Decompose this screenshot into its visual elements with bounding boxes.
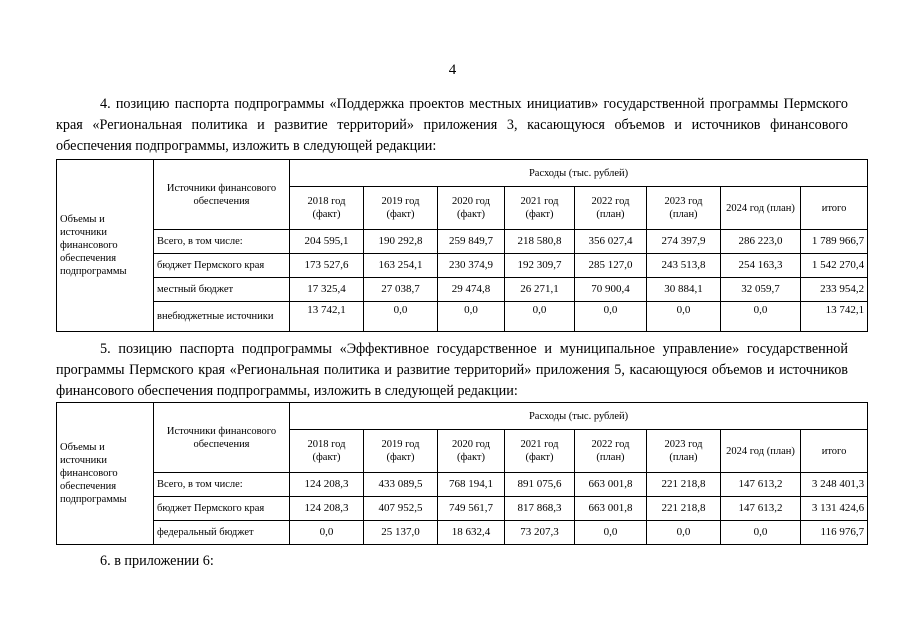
side-label: Объемы и источники финансового обеспечения подпрограммы xyxy=(57,160,154,332)
cell-value: 0,0 xyxy=(505,302,575,332)
cell-value: 25 137,0 xyxy=(364,521,438,545)
expenses-header: Расходы (тыс. рублей) xyxy=(290,160,868,187)
item-6-text: 6. в приложении 6: xyxy=(100,553,214,569)
year-header: 2022 год (план) xyxy=(575,187,647,230)
cell-value: 0,0 xyxy=(575,302,647,332)
cell-value: 190 292,8 xyxy=(364,230,438,254)
row-label: местный бюджет xyxy=(154,278,290,302)
cell-value: 26 271,1 xyxy=(505,278,575,302)
row-label: внебюджетные источники xyxy=(154,302,290,332)
cell-value: 663 001,8 xyxy=(575,497,647,521)
table-row xyxy=(57,254,868,278)
cell-total: 3 248 401,3 xyxy=(801,473,868,497)
year-header: 2024 год (план) xyxy=(721,430,801,473)
item-5-paragraph xyxy=(56,339,848,402)
cell-value: 254 163,3 xyxy=(721,254,801,278)
item-5-text: 5. позицию паспорта подпрограммы «Эффективное государственное и муниципальное управление» государственной программы Пермского края «Региональная политика и развитие территорий» приложения 5, касающуюся объемов и источников финансового обеспечения подпрограммы, изложить в следующей редакции: xyxy=(56,341,848,399)
cell-value: 0,0 xyxy=(721,521,801,545)
cell-value: 0,0 xyxy=(721,302,801,332)
cell-value: 356 027,4 xyxy=(575,230,647,254)
cell-total: 3 131 424,6 xyxy=(801,497,868,521)
cell-value: 0,0 xyxy=(647,521,721,545)
table-row xyxy=(57,278,868,302)
row-label: Всего, в том числе: xyxy=(154,230,290,254)
expenses-header: Расходы (тыс. рублей) xyxy=(290,403,868,430)
cell-value: 163 254,1 xyxy=(364,254,438,278)
cell-value: 286 223,0 xyxy=(721,230,801,254)
item-6-paragraph xyxy=(100,551,400,572)
cell-value: 13 742,1 xyxy=(290,302,364,332)
year-header: 2023 год (план) xyxy=(647,187,721,230)
cell-value: 285 127,0 xyxy=(575,254,647,278)
cell-value: 30 884,1 xyxy=(647,278,721,302)
cell-value: 18 632,4 xyxy=(438,521,505,545)
cell-value: 221 218,8 xyxy=(647,473,721,497)
cell-value: 433 089,5 xyxy=(364,473,438,497)
row-label: бюджет Пермского края xyxy=(154,254,290,278)
year-header: 2020 год (факт) xyxy=(438,187,505,230)
cell-total: 13 742,1 xyxy=(801,302,868,332)
row-label: бюджет Пермского края xyxy=(154,497,290,521)
cell-value: 221 218,8 xyxy=(647,497,721,521)
cell-value: 230 374,9 xyxy=(438,254,505,278)
cell-value: 192 309,7 xyxy=(505,254,575,278)
item-5-finance-table xyxy=(56,402,868,545)
cell-value: 749 561,7 xyxy=(438,497,505,521)
cell-value: 0,0 xyxy=(647,302,721,332)
item-4-text: 4. позицию паспорта подпрограммы «Поддержка проектов местных инициатив» государственной программы Пермского края «Региональная политика и развитие территорий» приложения 3, касающуюся объемов и источников финансового обеспечения подпрограммы, изложить в следующей редакции: xyxy=(56,96,848,154)
table-row xyxy=(57,521,868,545)
year-header: 2018 год (факт) xyxy=(290,187,364,230)
total-header: итого xyxy=(801,187,868,230)
year-header: 2018 год (факт) xyxy=(290,430,364,473)
cell-total: 116 976,7 xyxy=(801,521,868,545)
table-row xyxy=(57,302,868,332)
cell-value: 0,0 xyxy=(290,521,364,545)
year-header: 2019 год (факт) xyxy=(364,187,438,230)
cell-value: 0,0 xyxy=(438,302,505,332)
table-row xyxy=(57,473,868,497)
page-number: 4 xyxy=(448,62,457,78)
cell-value: 663 001,8 xyxy=(575,473,647,497)
cell-value: 29 474,8 xyxy=(438,278,505,302)
year-header: 2024 год (план) xyxy=(721,187,801,230)
year-header: 2019 год (факт) xyxy=(364,430,438,473)
cell-value: 27 038,7 xyxy=(364,278,438,302)
cell-total: 233 954,2 xyxy=(801,278,868,302)
year-header: 2021 год (факт) xyxy=(505,430,575,473)
cell-value: 147 613,2 xyxy=(721,473,801,497)
cell-value: 124 208,3 xyxy=(290,497,364,521)
cell-value: 243 513,8 xyxy=(647,254,721,278)
cell-value: 204 595,1 xyxy=(290,230,364,254)
sources-header: Источники финансового обеспечения xyxy=(154,403,290,473)
cell-value: 17 325,4 xyxy=(290,278,364,302)
table-row xyxy=(57,230,868,254)
item-4-paragraph xyxy=(56,94,848,157)
row-label: Всего, в том числе: xyxy=(154,473,290,497)
table-row xyxy=(57,497,868,521)
cell-value: 274 397,9 xyxy=(647,230,721,254)
total-header: итого xyxy=(801,430,868,473)
cell-value: 817 868,3 xyxy=(505,497,575,521)
cell-value: 891 075,6 xyxy=(505,473,575,497)
cell-total: 1 542 270,4 xyxy=(801,254,868,278)
cell-value: 768 194,1 xyxy=(438,473,505,497)
year-header: 2020 год (факт) xyxy=(438,430,505,473)
cell-value: 0,0 xyxy=(575,521,647,545)
cell-value: 173 527,6 xyxy=(290,254,364,278)
row-label: федеральный бюджет xyxy=(154,521,290,545)
cell-value: 259 849,7 xyxy=(438,230,505,254)
cell-total: 1 789 966,7 xyxy=(801,230,868,254)
year-header: 2023 год (план) xyxy=(647,430,721,473)
cell-value: 73 207,3 xyxy=(505,521,575,545)
cell-value: 407 952,5 xyxy=(364,497,438,521)
item-4-finance-table xyxy=(56,159,868,332)
year-header: 2021 год (факт) xyxy=(505,187,575,230)
cell-value: 124 208,3 xyxy=(290,473,364,497)
sources-header: Источники финансового обеспечения xyxy=(154,160,290,230)
cell-value: 147 613,2 xyxy=(721,497,801,521)
cell-value: 218 580,8 xyxy=(505,230,575,254)
year-header: 2022 год (план) xyxy=(575,430,647,473)
cell-value: 70 900,4 xyxy=(575,278,647,302)
cell-value: 0,0 xyxy=(364,302,438,332)
cell-value: 32 059,7 xyxy=(721,278,801,302)
side-label: Объемы и источники финансового обеспечения подпрограммы xyxy=(57,403,154,545)
